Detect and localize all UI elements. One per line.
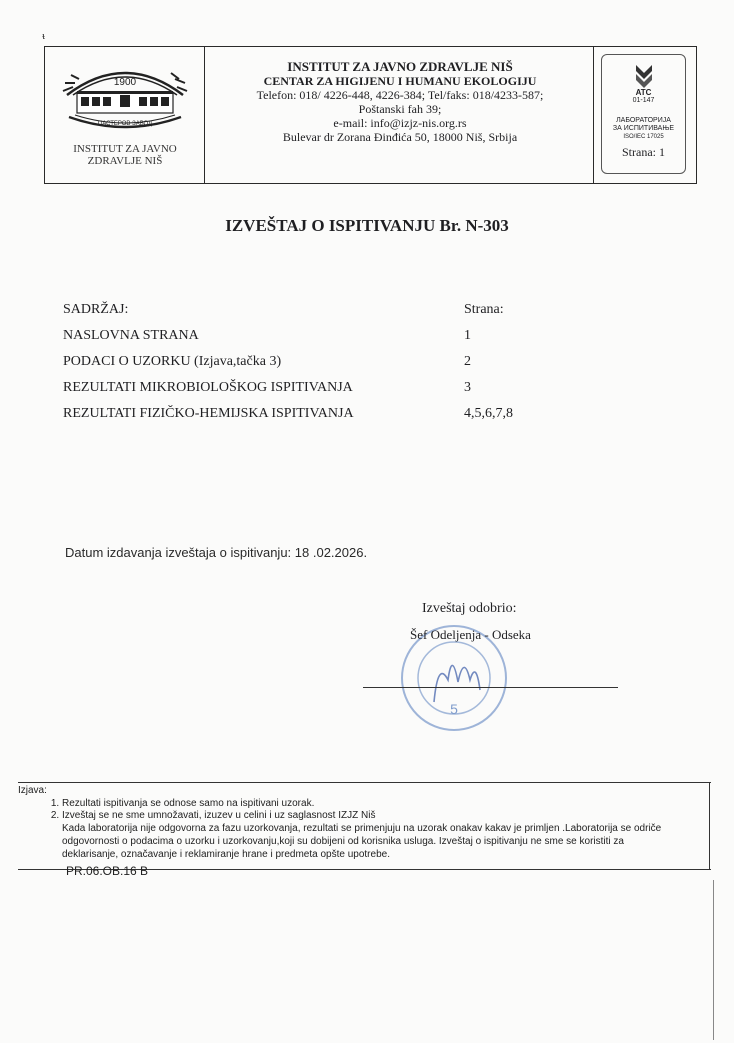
toc-row [63,406,523,432]
atc-testing: ЗА ИСПИТИВАЊЕ [612,125,675,132]
approver-role: Šef Odeljenja - Odseka [410,627,531,642]
phone-line: Telefon: 018/ 4226-448, 4226-384; Tel/faks: 018/4233-587; [256,88,544,102]
page-number: Strana: 1 [622,145,665,159]
toc-page: 2 [464,354,471,369]
toc-page: 3 [464,380,471,395]
email-line: e-mail: info@izjz-nis.org.rs [333,116,467,130]
pobox-line: Poštanski fah 39; [358,102,442,116]
signature-line [363,687,618,688]
logo-text: ПАСТЕРОВ ЗАВОД [97,121,153,127]
document-header [44,46,697,184]
statement-paragraph-line: odgovornosti o podacima o uzorku i uzorkovanju,koji su dobijeni od korisnika usluga. Izveštaj o ispitivanju ne sme se koristiti za [62,836,624,847]
statement-heading: Izjava: [18,785,47,796]
toc-label: PODACI O UZORKU (Izjava,tačka 3) [63,354,282,369]
table-of-contents [63,302,523,432]
atc-label: ATC [635,88,652,97]
toc-page-heading: Strana: [464,302,504,317]
logo-year: 1900 [113,77,137,88]
statement-side-rule [709,782,710,869]
toc-label: NASLOVNA STRANA [63,328,199,343]
toc-label: REZULTATI MIKROBIOLOŠKOG ISPITIVANJA [63,380,353,395]
statement-top-rule [18,782,711,783]
stamp-number: 5 [450,701,458,717]
approval-label: Izveštaj odobrio: [422,601,517,616]
statement-list [38,798,712,822]
center-name: CENTAR ZA HIGIJENU I HUMANU EKOLOGIJU [263,74,537,88]
atc-chevron-icon [633,63,655,89]
toc-page: 4,5,6,7,8 [464,406,513,421]
toc-row [63,354,523,380]
institute-info [205,47,595,183]
toc-label: REZULTATI FIZIČKO-HEMIJSKA ISPITIVANJA [63,406,354,421]
address-line: Bulevar dr Zorana Đinđića 50, 18000 Niš, Srbija [282,130,518,144]
atc-standard: ISO/IEC 17025 [623,134,664,140]
atc-number: 01-147 [632,97,655,104]
toc-heading: SADRŽAJ: [63,302,129,317]
statement-item: 1. Rezultati ispitivanja se odnose samo na ispitivani uzorak. [62,798,712,810]
statement-paragraph-line: Kada laboratorija nije odgovorna za fazu uzorkovanja, rezultati se primenjuju na uzorak onakav kakav je primljen .Laboratorija se odriče [62,823,662,834]
institute-logo-icon [59,55,191,141]
toc-page: 1 [464,328,471,343]
atc-lab: ЛАБОРАТОРИЈА [616,117,671,124]
issue-date: Datum izdavanja izveštaja o ispitivanju: 18 .02.2026. [65,545,368,560]
accreditation-cell [593,47,696,183]
scan-edge-line [713,880,714,1040]
toc-heading-row [63,302,523,328]
logo-caption: INSTITUT ZA JAVNO ZDRAVLJE NIŠ [73,143,177,167]
corner-mark: ᵼ [42,30,45,42]
org-name: INSTITUT ZA JAVNO ZDRAVLJE NIŠ [287,59,513,74]
toc-row [63,328,523,354]
statement-item: 2. Izveštaj se ne sme umnožavati, izuzev u celini i uz saglasnost IZJZ Niš [62,810,712,822]
form-code: PR.06.OB.16 B [66,864,149,878]
toc-row [63,380,523,406]
report-title: IZVEŠTAJ O ISPITIVANJU Br. N-303 [225,216,509,235]
statement-paragraph-line: deklarisanje, označavanje i reklamiranje hrane i predmeta opšte upotrebe. [62,849,390,860]
institute-logo-cell [45,47,205,183]
accreditation-badge [601,54,686,174]
